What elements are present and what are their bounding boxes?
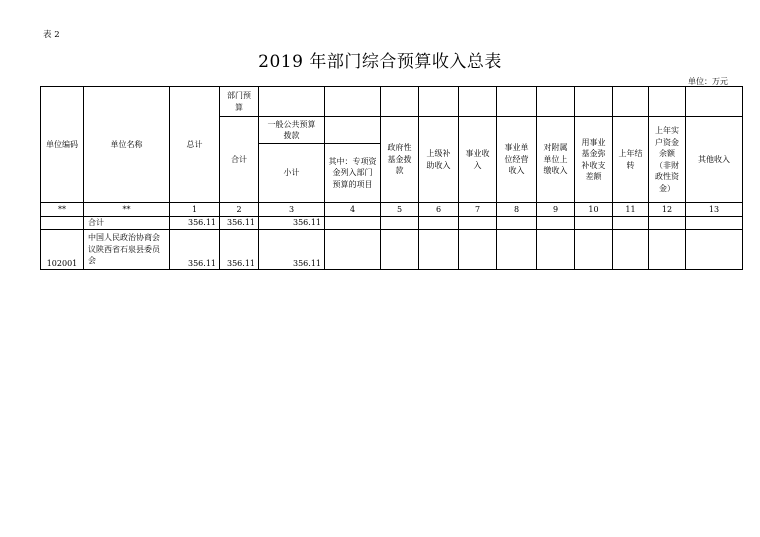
col-carryover: 上年结 转	[613, 117, 649, 203]
row-total: 356.11	[170, 230, 220, 270]
col-subtotal: 小计	[259, 144, 325, 203]
table-number-label: 表 2	[43, 30, 60, 40]
col-fund-offset: 用事业 基金弥 补收支 差额	[575, 117, 613, 203]
index-cell: 13	[686, 203, 743, 217]
unit-label: 单位：万元	[688, 77, 728, 86]
col-operating-income: 事业单 位经营 收入	[497, 117, 537, 203]
index-cell: 9	[537, 203, 575, 217]
index-cell: **	[84, 203, 170, 217]
total-row	[41, 217, 743, 230]
index-row	[41, 203, 743, 217]
col-unit-code: 单位编码	[41, 87, 84, 203]
col-subtotal-all: 合计	[220, 117, 259, 203]
index-cell: 1	[170, 203, 220, 217]
index-cell: 7	[459, 203, 497, 217]
col-special-funds: 其中：专项资 金列入部门 预算的项目	[325, 144, 381, 203]
col-dept-budget: 部门预 算	[220, 87, 259, 117]
index-cell: **	[41, 203, 84, 217]
col-unit-name: 单位名称	[84, 87, 170, 203]
index-cell: 12	[649, 203, 686, 217]
row-subtotal-all: 356.11	[220, 230, 259, 270]
index-cell: 4	[325, 203, 381, 217]
index-cell: 10	[575, 203, 613, 217]
total-row-general-subtotal: 356.11	[259, 217, 325, 230]
col-prior-balance: 上年实 户资金 余额 （非财 政性资 金）	[649, 117, 686, 203]
index-cell: 3	[259, 203, 325, 217]
index-cell: 11	[613, 203, 649, 217]
total-row-subtotal-all: 356.11	[220, 217, 259, 230]
row-unit-name: 中国人民政治协商会 议陕西省石泉县委员 会	[84, 230, 170, 270]
col-business-income: 事业收 入	[459, 117, 497, 203]
col-general-public: 一般公共预算 拨款	[259, 117, 325, 144]
total-row-total: 356.11	[170, 217, 220, 230]
row-unit-code: 102001	[41, 230, 84, 270]
budget-revenue-table	[40, 86, 743, 270]
col-gov-fund: 政府性 基金拨 款	[381, 117, 419, 203]
total-row-label: 合计	[84, 217, 170, 230]
index-cell: 8	[497, 203, 537, 217]
page-title: 2019 年部门综合预算收入总表	[258, 52, 502, 72]
col-affiliated-income: 对附属 单位上 缴收入	[537, 117, 575, 203]
index-cell: 2	[220, 203, 259, 217]
col-other-income: 其他收入	[686, 117, 743, 203]
col-superior-subsidy: 上级补 助收入	[419, 117, 459, 203]
index-cell: 5	[381, 203, 419, 217]
col-total: 总计	[170, 87, 220, 203]
row-general-subtotal: 356.11	[259, 230, 325, 270]
header-row-1	[41, 87, 743, 117]
index-cell: 6	[419, 203, 459, 217]
table-row	[41, 230, 743, 270]
